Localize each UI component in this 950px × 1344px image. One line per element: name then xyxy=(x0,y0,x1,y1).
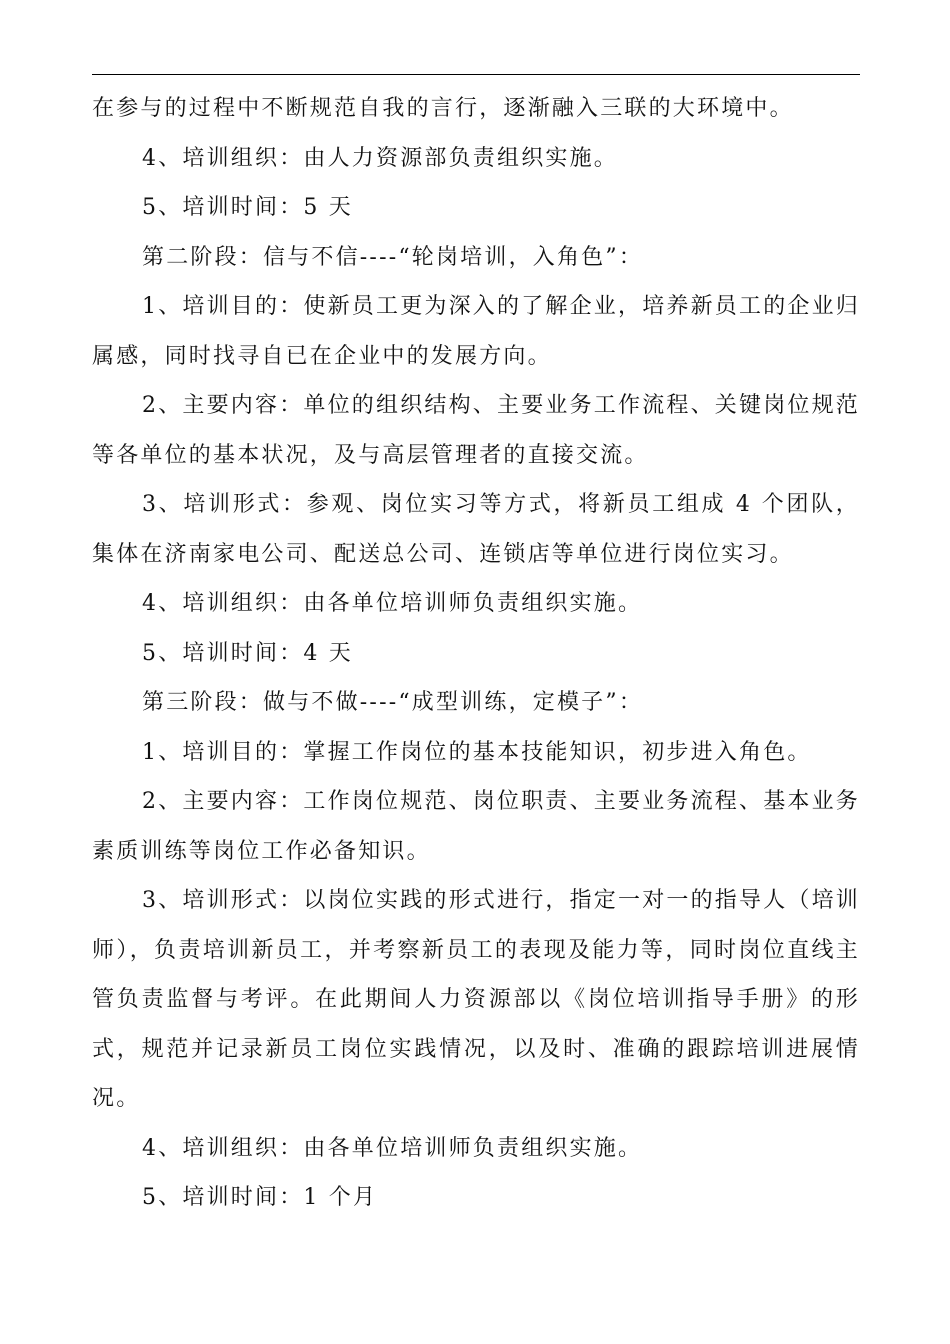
paragraph-stage1-organization: 4、培训组织：由人力资源部负责组织实施。 xyxy=(142,145,618,171)
document-body xyxy=(92,84,860,1223)
paragraph-stage3-content: 2、主要内容：工作岗位规范、岗位职责、主要业务流程、基本业务素质训练等岗位工作必备知识。 xyxy=(92,789,860,864)
paragraph-stage2-format: 3、培训形式：参观、岗位实习等方式，将新员工组成 4 个团队，集体在济南家电公司、配送总公司、连锁店等单位进行岗位实习。 xyxy=(92,492,860,567)
header-rule xyxy=(92,74,860,75)
paragraph-stage2-content: 2、主要内容：单位的组织结构、主要业务工作流程、关键岗位规范等各单位的基本状况，及与高层管理者的直接交流。 xyxy=(92,393,860,468)
stage2-heading: 第二阶段：信与不信----“轮岗培训，入角色”： xyxy=(142,244,644,270)
paragraph-stage1-duration: 5、培训时间：5 天 xyxy=(142,195,353,220)
paragraph-stage2-purpose: 1、培训目的：使新员工更为深入的了解企业，培养新员工的企业归属感，同时找寻自已在企业中的发展方向。 xyxy=(92,294,860,369)
paragraph-stage3-organization: 4、培训组织：由各单位培训师负责组织实施。 xyxy=(142,1135,643,1161)
paragraph-stage2-duration: 5、培训时间：4 天 xyxy=(142,640,353,666)
paragraph-stage3-duration: 5、培训时间：1 个月 xyxy=(142,1185,378,1210)
paragraph-stage3-format: 3、培训形式：以岗位实践的形式进行，指定一对一的指导人（培训师），负责培训新员工，并考察新员工的表现及能力等，同时岗位直线主管负责监督与考评。在此期间人力资源部以《岗位培训指导手册》的形式，规范并记录新员工岗位实践情况，以及时、准确的跟踪培训进展情况。 xyxy=(92,888,860,1111)
paragraph-stage2-organization: 4、培训组织：由各单位培训师负责组织实施。 xyxy=(142,591,643,616)
paragraph-stage3-purpose: 1、培训目的：掌握工作岗位的基本技能知识，初步进入角色。 xyxy=(142,739,812,765)
stage3-heading: 第三阶段：做与不做----“成型训练，定模子”： xyxy=(142,690,644,715)
paragraph-continuation: 在参与的过程中不断规范自我的言行，逐渐融入三联的大环境中。 xyxy=(92,96,794,121)
